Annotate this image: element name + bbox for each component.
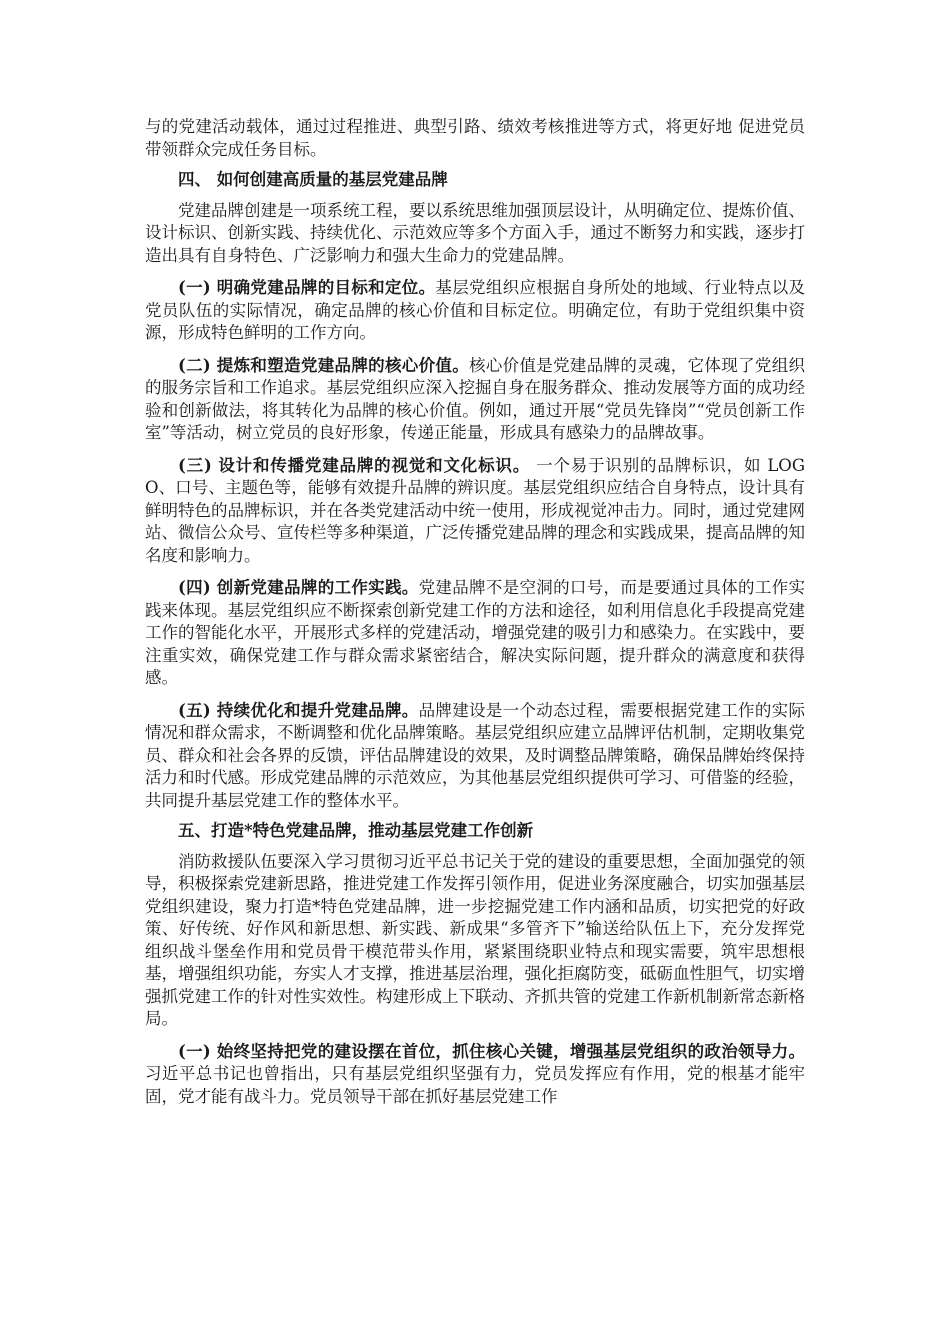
section-4-item-5 xyxy=(145,700,805,813)
item-lead: (三) 设计和传播党建品牌的视觉和文化标识。 xyxy=(178,455,531,475)
section-5-heading: 五、打造*特色党建品牌，推动基层党建工作创新 xyxy=(178,821,534,840)
item-lead: (五) 持续优化和提升党建品牌。 xyxy=(178,700,419,720)
section-5-intro: 消防救援队伍要深入学习贯彻习近平总书记关于党的建设的重要思想，全面加强党的领导，积极探索党建新思路，推进党建工作发挥引领作用，促进业务深度融合，切实加强基层党组织建设，聚力打造*特色党建品牌，进一步挖掘党建工作内涵和品质，切实把党的好政策、好传统、好作风和新思想、新实践、新成果“多管齐下”输送给队伍上下，充分发挥党组织战斗堡垒作用和党员骨干模范带头作用，紧紧围绕职业特点和现实需要，筑牢思想根基，增强组织功能，夯实人才支撑，推进基层治理，强化拒腐防变，砥砺血性胆气，切实增强抓党建工作的针对性实效性。构建形成上下联动、齐抓共管的党建工作新机制新常态新格局。 xyxy=(145,851,805,1028)
item-body: 核心价值是党建品牌的灵魂，它体现了党组织的服务宗旨和工作追求。基层党组织应深入挖掘自身在服务群众、推动发展等方面的成功经验和创新做法，将其转化为品牌的核心价值。例如，通过开展“党员先锋岗”“党员创新工作室”等活动，树立党员的良好形象，传递正能量，形成具有感染力的品牌故事。 xyxy=(145,355,806,442)
item-body: 品牌建设是一个动态过程，需要根据党建工作的实际情况和群众需求，不断调整和优化品牌策略。基层党组织应建立品牌评估机制，定期收集党员、群众和社会各界的反馈，评估品牌建设的效果，及时调整品牌策略，确保品牌始终保持活力和时代感。形成党建品牌的示范效应，为其他基层党组织提供可学习、可借鉴的经验，共同提升基层党建工作的整体水平。 xyxy=(145,700,805,810)
section-4-intro: 党建品牌创建是一项系统工程，要以系统思维加强顶层设计，从明确定位、提炼价值、设计标识、创新实践、持续优化、示范效应等多个方面入手，通过不断努力和实践，逐步打造出具有自身特色、广泛影响力和强大生命力的党建品牌。 xyxy=(145,200,805,265)
section-5-item-1 xyxy=(145,1041,805,1109)
section-4-item-4 xyxy=(145,577,805,690)
item-lead: (四) 创新党建品牌的工作实践。 xyxy=(178,578,419,597)
section-4-item-1 xyxy=(145,277,805,345)
item-lead: (一) 明确党建品牌的目标和定位。 xyxy=(178,278,436,297)
item-body: 一个易于识别的品牌标识，如 LOGO、口号、主题色等，能够有效提升品牌的辨识度。基层党组织应结合自身特点，设计具有鲜明特色的品牌标识，并在各类党建活动中统一使用，形成视觉冲击力。同时，通过党建网站、微信公众号、宣传栏等多种渠道，广泛传播党建品牌的理念和实践成果，提高品牌的知名度和影响力。 xyxy=(145,455,806,565)
section-4-heading: 四、 如何创建高质量的基层党建品牌 xyxy=(178,170,448,189)
item-body: 习近平总书记也曾指出，只有基层党组织坚强有力，党员发挥应有作用，党的根基才能牢固，党才能有战斗力。党员领导干部在抓好基层党建工作 xyxy=(145,1064,805,1106)
section-4-item-3 xyxy=(145,455,805,568)
document-page xyxy=(145,116,805,1108)
item-body: 基层党组织应根据自身所处的地域、行业特点以及党员队伍的实际情况，确定品牌的核心价值和目标定位。明确定位，有助于党组织集中资源，形成特色鲜明的工作方向。 xyxy=(145,278,806,342)
item-lead: (二) 提炼和塑造党建品牌的核心价值。 xyxy=(178,355,470,375)
item-lead: (一) 始终坚持把党的建设摆在首位，抓住核心关键，增强基层党组织的政治领导力。 xyxy=(178,1041,805,1061)
item-body: 党建品牌不是空洞的口号，而是要通过具体的工作实践来体现。基层党组织应不断探索创新党建工作的方法和途径，如利用信息化手段提高党建工作的智能化水平，开展形式多样的党建活动，增强党建的吸引力和感染力。在实践中，要注重实效，确保党建工作与群众需求紧密结合，解决实际问题，提升群众的满意度和获得感。 xyxy=(145,578,805,687)
intro-paragraph: 与的党建活动载体，通过过程推进、典型引路、绩效考核推进等方式，将更好地 促进党员带领群众完成任务目标。 xyxy=(145,117,805,159)
section-4-item-2 xyxy=(145,355,805,445)
